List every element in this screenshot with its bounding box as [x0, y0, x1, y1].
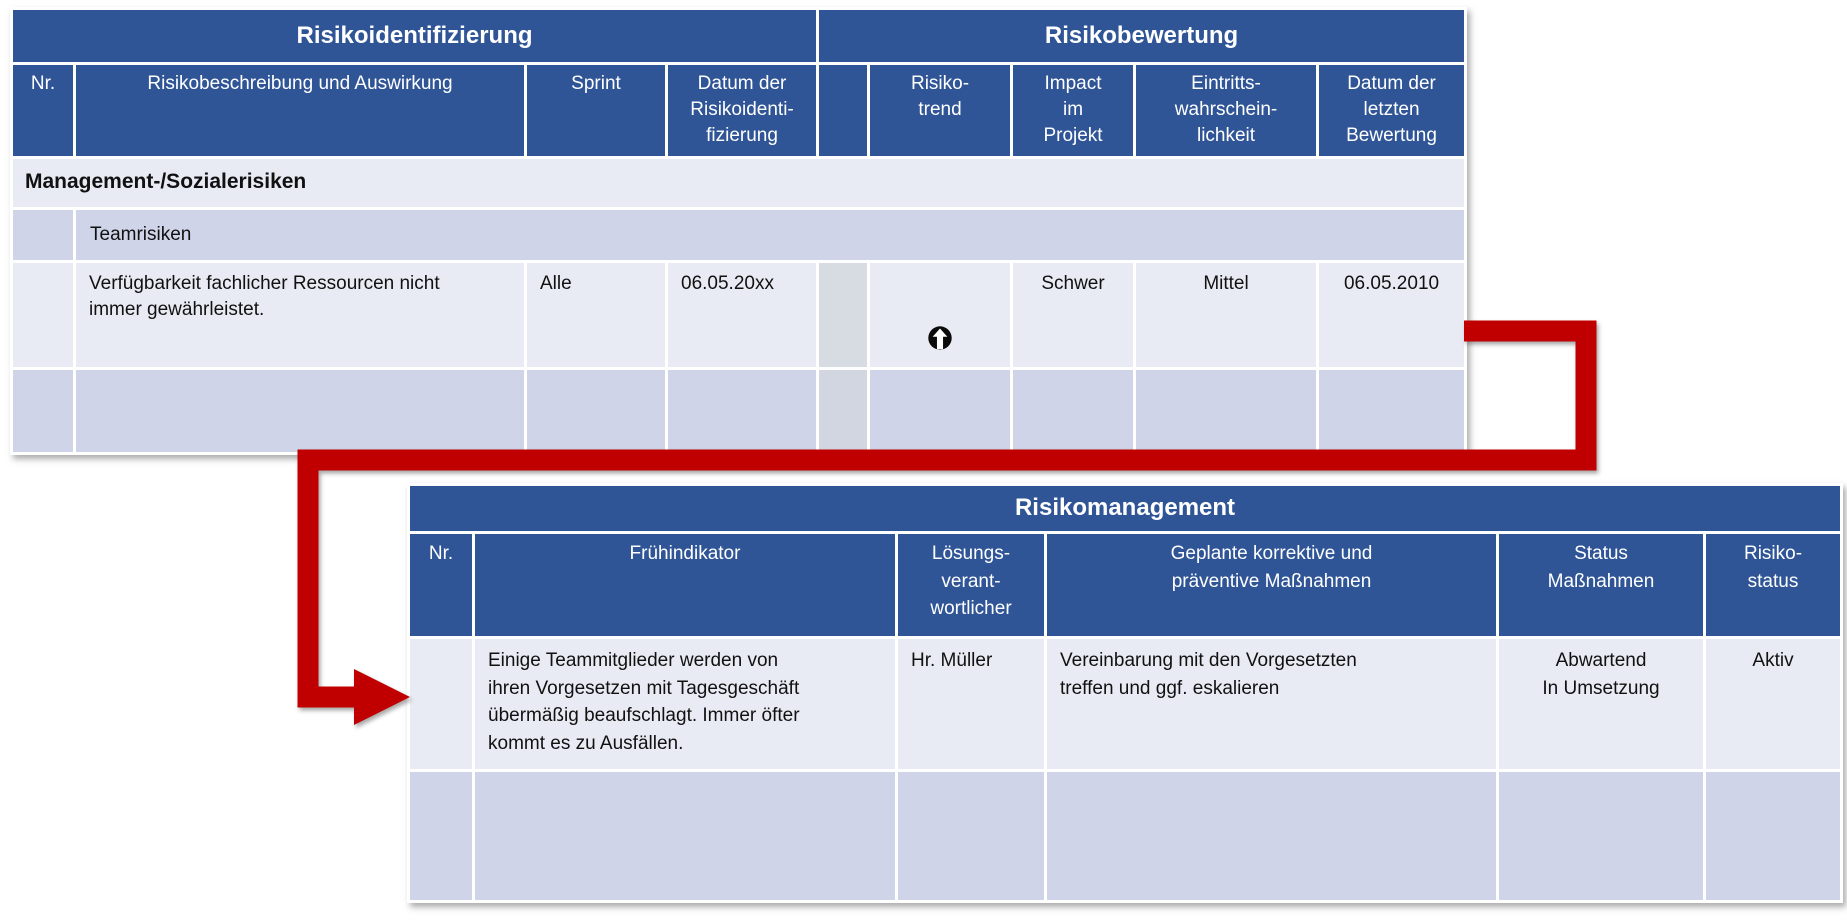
empty-cell — [870, 370, 1010, 452]
col-header-eintrittswahrscheinlichkeit: Eintritts- wahrschein- lichkeit — [1136, 65, 1316, 156]
risk-trend-up-icon — [927, 299, 953, 359]
cell-risk-trend — [870, 263, 1010, 368]
cell-last-assessment-date: 06.05.2010 — [1319, 263, 1464, 368]
col-header-datum-bewertung: Datum der letzten Bewertung — [1319, 65, 1464, 156]
cell-measures-status: Abwartend In Umsetzung — [1499, 639, 1703, 769]
category-row-management-sozialerisiken: Management-/Sozialerisiken — [13, 159, 1464, 207]
col-header-datum-identifizierung: Datum der Risikoidenti- fizierung — [668, 65, 816, 156]
empty-cell — [1013, 370, 1133, 452]
cell-impact: Schwer — [1013, 263, 1133, 368]
cell-identification-date: 06.05.20xx — [668, 263, 816, 368]
col-header-sprint: Sprint — [527, 65, 665, 156]
col-header-fruehindikator: Frühindikator — [475, 534, 895, 636]
arrow-head-icon — [354, 669, 410, 725]
empty-cell — [668, 370, 816, 452]
subcategory-row-teamrisiken: Teamrisiken — [76, 210, 1464, 260]
group-header-risikoidentifizierung: Risikoidentifizierung — [13, 10, 816, 62]
empty-cell — [475, 772, 895, 900]
empty-cell — [1319, 370, 1464, 452]
empty-cell — [1706, 772, 1840, 900]
cell-nr — [410, 639, 472, 769]
group-header-risikobewertung: Risikobewertung — [819, 10, 1464, 62]
cell-planned-measures: Vereinbarung mit den Vorgesetzten treffen und ggf. eskalieren — [1047, 639, 1496, 769]
col-header-spacer — [819, 65, 867, 156]
empty-cell — [1136, 370, 1316, 452]
col-header-impact: Impact im Projekt — [1013, 65, 1133, 156]
group-header-risikomanagement: Risikomanagement — [410, 486, 1840, 531]
col-header-status-massnahmen: Status Maßnahmen — [1499, 534, 1703, 636]
risk-management-table — [407, 483, 1843, 903]
empty-cell — [527, 370, 665, 452]
col-header-loesungsverantwortlicher: Lösungs- verant- wortlicher — [898, 534, 1044, 636]
cell-probability: Mittel — [1136, 263, 1316, 368]
col-header-risikobeschreibung: Risikobeschreibung und Auswirkung — [76, 65, 524, 156]
risk-identification-table — [10, 7, 1467, 455]
empty-cell — [1047, 772, 1496, 900]
col-header-nr: Nr. — [13, 65, 73, 156]
col-header-geplante-massnahmen: Geplante korrektive und präventive Maßnahmen — [1047, 534, 1496, 636]
col-header-risikostatus: Risiko- status — [1706, 534, 1840, 636]
empty-cell — [76, 370, 524, 452]
col-header-risikotrend: Risiko- trend — [870, 65, 1010, 156]
subcategory-nr-cell — [13, 210, 73, 260]
empty-spacer-cell — [819, 370, 867, 452]
empty-cell — [1499, 772, 1703, 900]
col-header-nr: Nr. — [410, 534, 472, 636]
empty-cell — [13, 370, 73, 452]
cell-risk-status: Aktiv — [1706, 639, 1840, 769]
cell-spacer — [819, 263, 867, 368]
cell-responsible: Hr. Müller — [898, 639, 1044, 769]
cell-sprint: Alle — [527, 263, 665, 368]
cell-description: Verfügbarkeit fachlicher Ressourcen nicht immer gewährleistet. — [76, 263, 524, 368]
cell-early-indicator: Einige Teammitglieder werden von ihren Vorgesetzen mit Tagesgeschäft übermäßig beaufschlagt. Immer öfter kommt es zu Ausfällen. — [475, 639, 895, 769]
cell-nr — [13, 263, 73, 368]
empty-cell — [898, 772, 1044, 900]
empty-cell — [410, 772, 472, 900]
